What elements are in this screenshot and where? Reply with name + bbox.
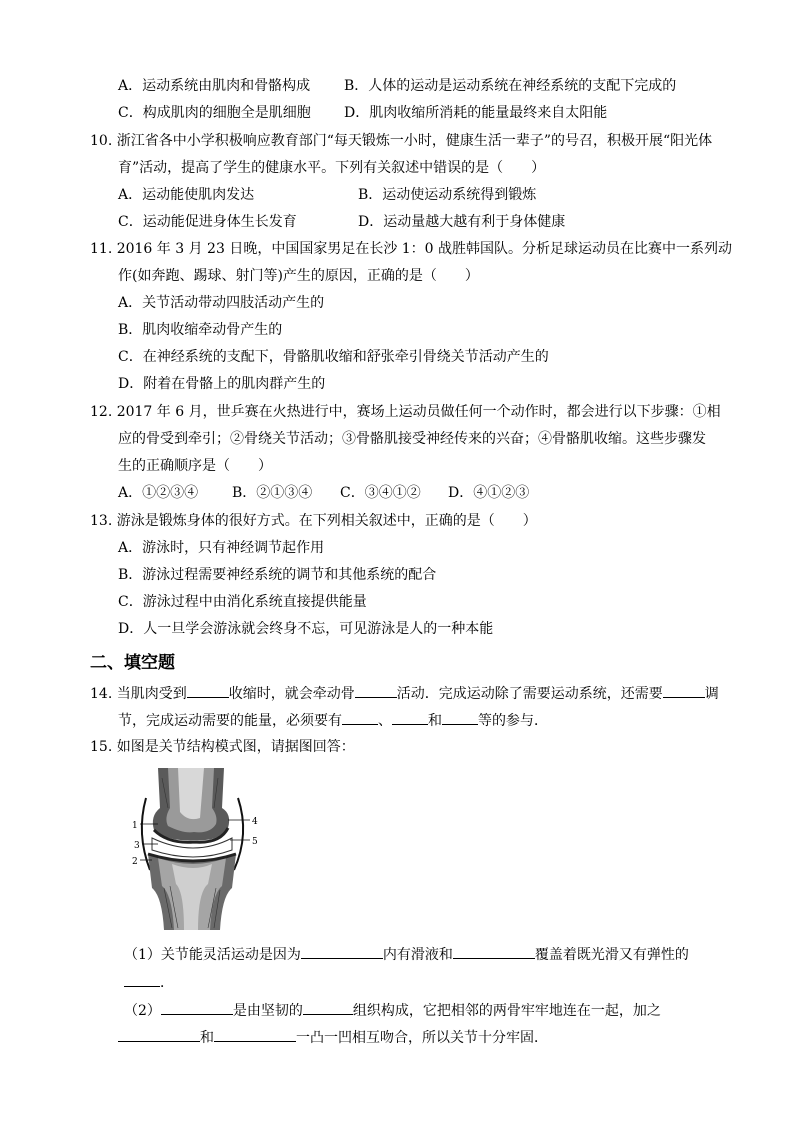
- q14-blank-2[interactable]: [355, 683, 397, 698]
- q15-blank-7[interactable]: [214, 1027, 296, 1042]
- q10-option-c: C．运动能促进身体生长发育: [118, 214, 297, 230]
- q14-line2: [118, 710, 548, 731]
- q12-stem-line1: 12. 2017 年 6 月，世乒赛在火热进行中，赛场上运动员做任何一个动作时，都会进行以下步骤：①相: [90, 404, 721, 420]
- q10-option-b: B．运动使运动系统得到锻炼: [358, 187, 537, 203]
- q14-blank-1[interactable]: [187, 683, 229, 698]
- q12-stem-line3: 生的正确顺序是（ ）: [118, 458, 272, 474]
- q15-text: 一凸一凹相互吻合，所以关节十分牢固．: [296, 1030, 548, 1046]
- figure-label-3: 3: [134, 841, 140, 851]
- q9-option-b: B．人体的运动是运动系统在神经系统的支配下完成的: [344, 78, 677, 94]
- q14-blank-3[interactable]: [663, 683, 705, 698]
- q15-sub2-line1: [124, 1000, 661, 1021]
- q10-stem-line1: 10. 浙江省各中小学积极响应教育部门“每天锻炼一小时，健康生活一辈子”的号召，积极开展“阳光体: [90, 133, 713, 149]
- q15-blank-6[interactable]: [118, 1027, 200, 1042]
- q15-text: ．: [160, 975, 174, 991]
- q11-option-d: D．附着在骨骼上的肌肉群产生的: [118, 376, 326, 392]
- q11-stem-line1: 11. 2016 年 3 月 23 日晚，中国国家男足在长沙 1：0 战胜韩国队。分析足球运动员在比赛中一系列动: [90, 241, 733, 257]
- q11-option-a: A．关节活动带动四肢活动产生的: [118, 295, 325, 311]
- section-heading-fill-in: 二、填空题: [90, 653, 175, 673]
- q14-text: 节，完成运动需要的能量，必须要有: [118, 713, 342, 729]
- q12-option-b: B．②①③④: [232, 485, 313, 501]
- q11-option-b: B．肌肉收缩牵动骨产生的: [118, 322, 283, 338]
- q14-text: 、: [378, 713, 392, 729]
- q15-stem: 15. 如图是关节结构模式图，请据图回答：: [90, 739, 355, 755]
- figure-label-5: 5: [252, 837, 258, 847]
- q15-blank-5[interactable]: [303, 1000, 353, 1015]
- q13-stem: 13. 游泳是锻炼身体的很好方式。在下列相关叙述中，正确的是（ ）: [90, 513, 537, 529]
- q13-option-b: B．游泳过程需要神经系统的调节和其他系统的配合: [118, 567, 437, 583]
- q14-text: 调: [704, 686, 719, 702]
- q14-line1: [90, 683, 719, 704]
- q14-text: 等的参与．: [478, 713, 548, 729]
- q11-option-c: C．在神经系统的支配下，骨骼肌收缩和舒张牵引骨绕关节活动产生的: [118, 349, 549, 365]
- figure-label-4: 4: [252, 817, 258, 827]
- q15-text: （1）关节能灵活运动是因为: [124, 947, 301, 963]
- q9-option-c: C．构成肌肉的细胞全是肌细胞: [118, 105, 311, 121]
- joint-diagram: [128, 768, 262, 930]
- q15-text: 和: [200, 1030, 214, 1046]
- q14-blank-4[interactable]: [342, 710, 378, 725]
- q14-text: 14. 当肌肉受到: [90, 686, 187, 702]
- q14-blank-6[interactable]: [442, 710, 478, 725]
- q15-sub2-line2: [118, 1027, 548, 1048]
- q12-option-d: D．④①②③: [448, 485, 530, 501]
- q9-option-d: D．肌肉收缩所消耗的能量最终来自太阳能: [344, 105, 608, 121]
- q13-option-a: A．游泳时，只有神经调节起作用: [118, 540, 325, 556]
- q14-text: 和: [428, 713, 442, 729]
- q15-blank-4[interactable]: [161, 1000, 233, 1015]
- q11-stem-line2: 作(如奔跑、踢球、射门等)产生的原因，正确的是（ ）: [118, 268, 479, 284]
- q14-blank-5[interactable]: [392, 710, 428, 725]
- q15-text: （2）: [124, 1003, 161, 1019]
- q10-option-a: A．运动能使肌肉发达: [118, 187, 255, 203]
- q15-sub1-line1: [124, 944, 689, 965]
- q15-text: 是由坚韧的: [232, 1003, 303, 1019]
- q9-option-a: A．运动系统由肌肉和骨骼构成: [118, 78, 311, 94]
- q15-text: 内有滑液和: [382, 947, 453, 963]
- q10-option-d: D．运动量越大越有利于身体健康: [358, 214, 566, 230]
- q12-stem-line2: 应的骨受到牵引；②骨绕关节活动；③骨骼肌接受神经传来的兴奋；④骨骼肌收缩。这些步骤发: [118, 431, 706, 447]
- q15-blank-1[interactable]: [301, 944, 383, 959]
- q12-option-a: A．①②③④: [118, 485, 199, 501]
- q14-text: 活动．完成运动除了需要运动系统，还需要: [396, 686, 663, 702]
- joint-structure-figure: [128, 768, 262, 930]
- figure-label-1: 1: [132, 821, 138, 831]
- q15-sub1-line2: [124, 972, 174, 993]
- q13-option-d: D．人一旦学会游泳就会终身不忘，可见游泳是人的一种本能: [118, 621, 494, 637]
- q15-blank-2[interactable]: [453, 944, 535, 959]
- q12-option-c: C．③④①②: [340, 485, 421, 501]
- q14-text: 收缩时，就会牵动骨: [228, 686, 355, 702]
- q15-text: 组织构成，它把相邻的两骨牢牢地连在一起，加之: [352, 1003, 661, 1019]
- q13-option-c: C．游泳过程中由消化系统直接提供能量: [118, 594, 367, 610]
- figure-label-2: 2: [132, 857, 138, 867]
- q15-blank-3[interactable]: [124, 972, 160, 987]
- q15-text: 覆盖着既光滑又有弹性的: [534, 947, 689, 963]
- q10-stem-line2: 育”活动，提高了学生的健康水平。下列有关叙述中错误的是（ ）: [118, 160, 546, 176]
